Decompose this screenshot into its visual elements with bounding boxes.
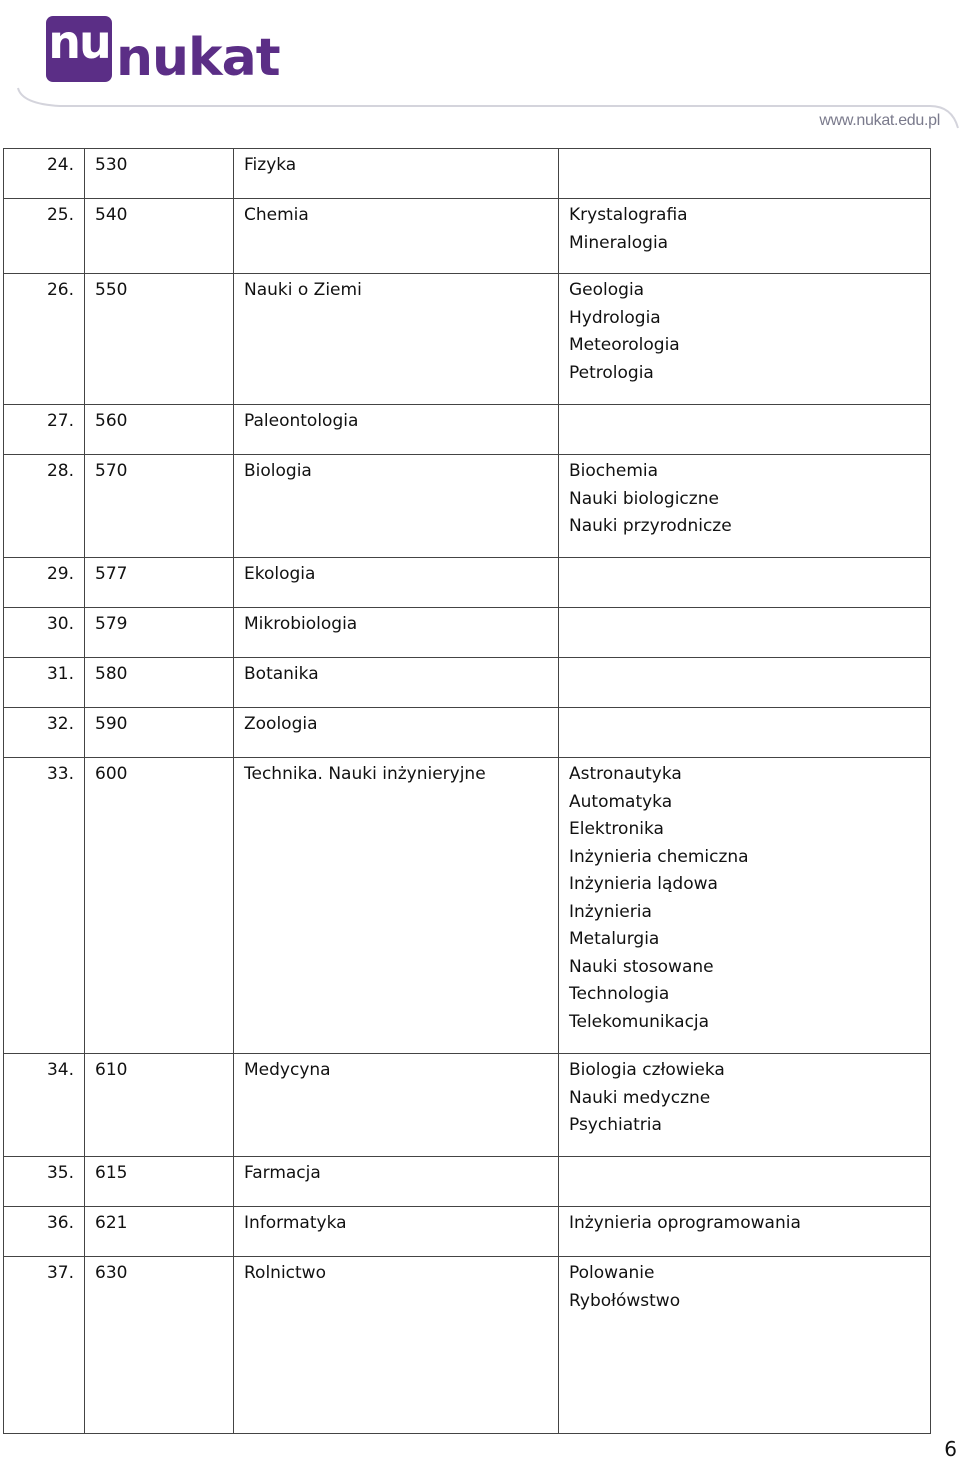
table-row [4,1157,931,1207]
table-row [4,1257,931,1434]
row-code: 615 [85,1157,234,1207]
subcategory-item: Inżynieria [569,901,652,922]
row-number: 36. [4,1207,85,1257]
subcategory-item: Telekomunikacja [569,1011,710,1032]
subcategory-item: Astronautyka [569,764,682,784]
row-subcategories [559,1157,931,1207]
logo-mark: nu [46,16,112,82]
row-subject-name: Zoologia [234,708,559,758]
row-subcategories [559,199,931,274]
row-subject-name: Farmacja [234,1157,559,1207]
table-row [4,274,931,405]
row-subject-name: Paleontologia [234,405,559,455]
subcategory-item: Nauki przyrodnicze [569,516,732,536]
row-code: 577 [85,558,234,608]
subcategory-item: Biologia człowieka [569,1060,725,1080]
row-number: 31. [4,658,85,708]
row-number: 37. [4,1257,85,1434]
row-subject-name: Botanika [234,658,559,708]
row-code: 621 [85,1207,234,1257]
row-number: 33. [4,758,85,1054]
table-row [4,758,931,1054]
row-subject-name: Informatyka [234,1207,559,1257]
row-subcategories [559,1207,931,1257]
row-subcategories [559,274,931,405]
row-number: 26. [4,274,85,405]
subcategory-item: Psychiatria [569,1115,662,1135]
row-subcategories [559,758,931,1054]
row-subject-name: Rolnictwo [234,1257,559,1434]
table-row [4,1207,931,1257]
row-code: 630 [85,1257,234,1434]
row-subcategories [559,1257,931,1434]
subcategory-item: Technologia [569,984,670,1004]
row-number: 30. [4,608,85,658]
row-code: 570 [85,455,234,558]
subcategory-item: Petrologia [569,362,654,383]
row-subject-name: Nauki o Ziemi [234,274,559,405]
row-number: 34. [4,1054,85,1157]
row-code: 580 [85,658,234,708]
row-code: 550 [85,274,234,405]
subcategory-item: Inżynieria oprogramowania [569,1213,801,1233]
row-subcategories [559,708,931,758]
row-number: 29. [4,558,85,608]
subcategory-item: Krystalografia [569,205,688,225]
subcategory-item: Inżynieria chemiczna [569,846,749,867]
row-code: 600 [85,758,234,1054]
table-row [4,708,931,758]
logo-wordmark: nukat [116,28,280,88]
row-code: 579 [85,608,234,658]
subcategory-item: Biochemia [569,461,659,481]
subcategory-item: Rybołówstwo [569,1290,681,1311]
table-row [4,405,931,455]
subcategory-item: Meteorologia [569,335,680,355]
row-subcategories [559,149,931,199]
subcategory-item: Polowanie [569,1263,655,1283]
row-subcategories [559,608,931,658]
subcategory-item: Inżynieria lądowa [569,874,718,894]
row-subject-name: Chemia [234,199,559,274]
row-number: 24. [4,149,85,199]
subcategory-item: Mineralogia [569,232,669,253]
row-subject-name: Biologia [234,455,559,558]
row-code: 610 [85,1054,234,1157]
row-subcategories [559,558,931,608]
table-row [4,149,931,199]
row-subcategories [559,455,931,558]
site-url: www.nukat.edu.pl [819,112,940,129]
row-subject-name: Mikrobiologia [234,608,559,658]
row-subject-name: Ekologia [234,558,559,608]
row-number: 32. [4,708,85,758]
row-code: 530 [85,149,234,199]
nukat-logo [46,12,280,88]
table-row [4,455,931,558]
subcategory-item: Elektronika [569,819,664,839]
row-code: 590 [85,708,234,758]
row-subcategories [559,658,931,708]
subcategory-item: Nauki biologiczne [569,488,719,509]
table-row [4,608,931,658]
subcategory-item: Hydrologia [569,307,661,328]
row-code: 540 [85,199,234,274]
row-number: 28. [4,455,85,558]
row-subject-name: Fizyka [234,149,559,199]
row-number: 35. [4,1157,85,1207]
page-header [0,0,960,140]
table-row [4,1054,931,1157]
page-number: 6 [944,1437,957,1461]
row-code: 560 [85,405,234,455]
table-row [4,199,931,274]
row-subcategories [559,1054,931,1157]
table-row [4,658,931,708]
subcategory-item: Nauki medyczne [569,1087,711,1108]
subject-table-body [4,149,931,1434]
subcategory-item: Metalurgia [569,929,660,949]
subcategory-item: Geologia [569,280,645,300]
row-number: 27. [4,405,85,455]
subject-table [3,148,931,1434]
row-subject-name: Technika. Nauki inżynieryjne [234,758,559,1054]
subcategory-item: Nauki stosowane [569,956,714,977]
row-number: 25. [4,199,85,274]
subcategory-item: Automatyka [569,791,673,812]
table-row [4,558,931,608]
row-subcategories [559,405,931,455]
row-subject-name: Medycyna [234,1054,559,1157]
